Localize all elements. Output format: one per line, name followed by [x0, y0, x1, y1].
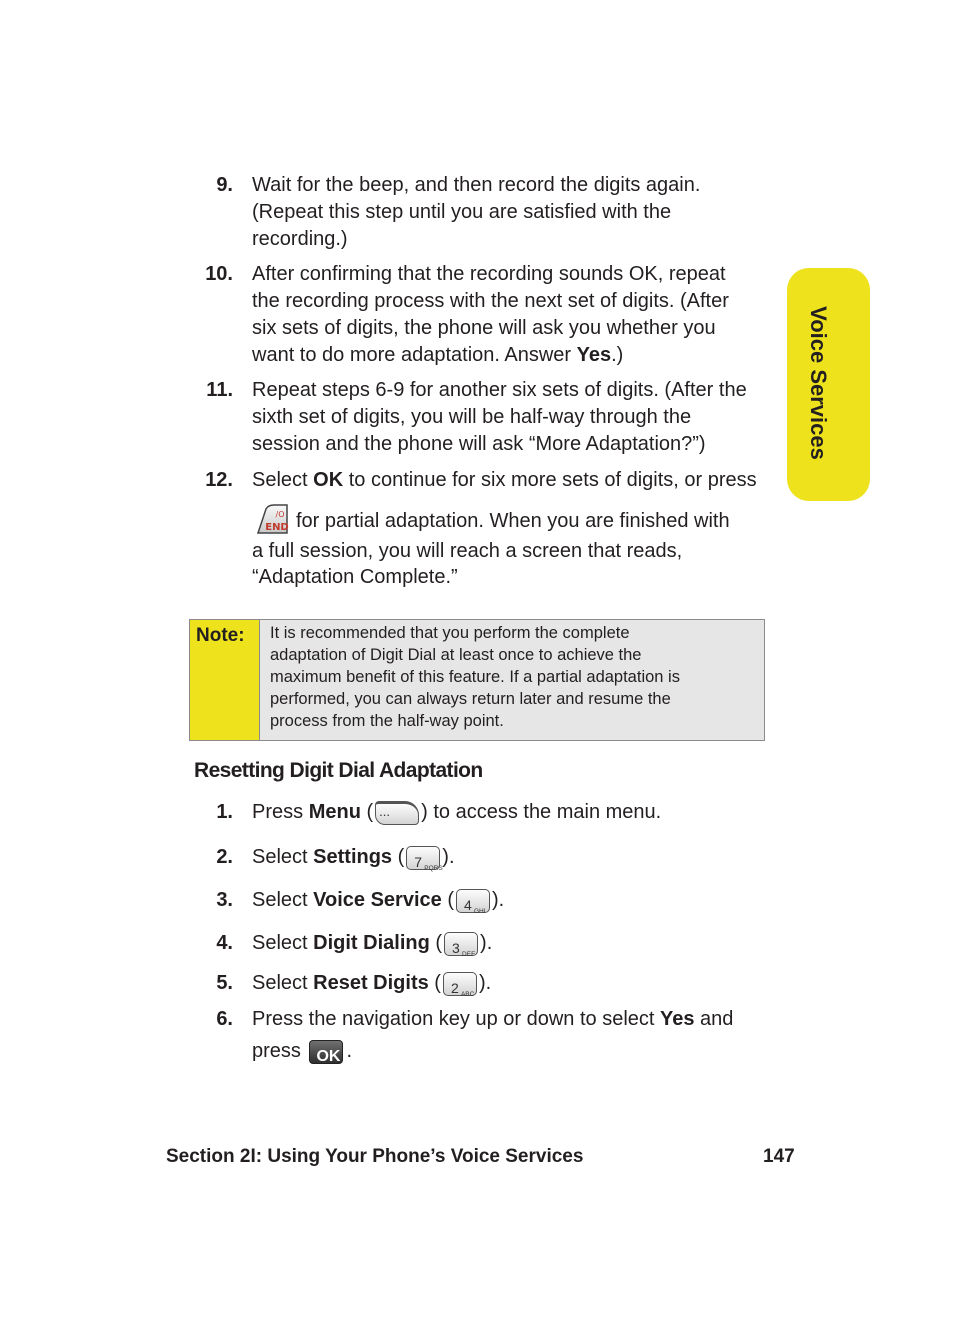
step-number: 11.	[206, 379, 233, 401]
text-segment: .)	[611, 344, 624, 366]
note-text	[270, 622, 750, 732]
text-line: for partial adaptation. When you are finished with	[296, 510, 730, 532]
side-tab-label: Voice Services	[806, 306, 831, 460]
text-segment: .	[346, 1040, 353, 1062]
bold-term: Digit Dialing	[313, 932, 430, 954]
note-line: It is recommended that you perform the complete	[270, 624, 630, 642]
text-segment: (	[441, 889, 454, 911]
key-letters: GHI	[473, 907, 486, 915]
key-digit: 4	[463, 896, 472, 913]
text-segment: ).	[478, 972, 492, 994]
text-line	[252, 467, 780, 494]
text-segment: (	[392, 846, 405, 868]
text-segment: Press the navigation key up or down to select	[252, 1008, 661, 1030]
text-line: recording.)	[252, 228, 348, 250]
step-number: 9.	[216, 174, 233, 196]
text-segment: Select	[252, 469, 314, 491]
end-key-icon	[254, 503, 290, 536]
text-segment: Select	[252, 932, 314, 954]
bold-term: Reset Digits	[313, 972, 429, 994]
text-line: “Adaptation Complete.”	[252, 566, 458, 588]
bold-term: OK	[313, 469, 344, 491]
key-2-icon	[443, 972, 477, 996]
menu-key-dots: ...	[379, 803, 390, 819]
step-text	[252, 930, 780, 957]
text-segment: (	[428, 972, 441, 994]
text-segment: Select	[252, 889, 314, 911]
step-text	[252, 172, 780, 253]
text-line: After confirming that the recording sounds OK, repeat	[252, 263, 726, 285]
step-text	[252, 1006, 780, 1033]
step-6-line-2	[252, 1038, 352, 1065]
text-line: (Repeat this step until you are satisfied with the	[252, 201, 672, 223]
note-label-cell	[190, 620, 260, 740]
text-line: the recording process with the next set of digits. (After	[252, 290, 729, 312]
text-line: Wait for the beep, and then record the digits again.	[252, 174, 701, 196]
step-text	[252, 377, 780, 458]
page-number: 147	[763, 1146, 795, 1167]
bold-term: Settings	[313, 846, 393, 868]
text-segment: Select	[252, 972, 314, 994]
text-line: a full session, you will reach a screen that reads,	[252, 540, 683, 562]
bold-term: Yes	[660, 1008, 695, 1030]
bold-term: Yes	[576, 344, 612, 366]
text-line: sixth set of digits, you will be half-way through the	[252, 406, 692, 428]
key-digit: 7	[414, 853, 423, 870]
step-number: 10.	[205, 263, 233, 285]
text-line: session and the phone will ask “More Adaptation?”)	[252, 433, 706, 455]
step-text	[252, 844, 780, 871]
text-segment: Select	[252, 846, 314, 868]
step-number: 2.	[216, 846, 233, 868]
key-letters: PQRS	[424, 864, 443, 872]
text-segment: want to do more adaptation. Answer	[252, 344, 577, 366]
text-segment: to continue for six more sets of digits, or press	[343, 469, 757, 491]
ok-key-icon	[309, 1040, 343, 1064]
text-line: Repeat steps 6-9 for another six sets of digits. (After the	[252, 379, 747, 401]
note-line: maximum benefit of this feature. If a partial adaptation is	[270, 668, 680, 686]
step-text	[252, 467, 780, 494]
key-letters: ABC	[460, 990, 475, 998]
note-line: adaptation of Digit Dial at least once to achieve the	[270, 646, 642, 664]
text-segment: Press	[252, 801, 309, 823]
text-segment: press	[252, 1040, 307, 1062]
text-segment: (	[429, 932, 443, 954]
step-number: 4.	[216, 932, 233, 954]
text-segment: and	[694, 1008, 734, 1030]
bold-term: Voice Service	[313, 889, 442, 911]
text-segment: ).	[491, 889, 505, 911]
text-segment: ).	[480, 932, 493, 954]
key-letters: DEF	[462, 950, 476, 958]
step-number: 3.	[216, 889, 233, 911]
menu-key-icon	[375, 801, 419, 825]
step-text	[252, 799, 780, 826]
end-key-label: END	[265, 522, 289, 533]
key-digit: 3	[452, 939, 460, 956]
footer-section-title: Section 2I: Using Your Phone’s Voice Services	[166, 1146, 584, 1167]
key-digit: 2	[450, 979, 459, 996]
section-heading: Resetting Digit Dial Adaptation	[194, 759, 483, 782]
note-label: Note:	[196, 625, 245, 646]
step-text	[252, 261, 780, 369]
text-line	[252, 342, 780, 369]
ok-key-label: OK	[316, 1047, 341, 1065]
text-segment: ).	[442, 846, 455, 868]
step-number: 6.	[216, 1008, 233, 1030]
key-4-icon	[456, 889, 490, 913]
note-box	[189, 619, 765, 741]
step-number: 12.	[205, 469, 233, 491]
bold-term: Menu	[308, 801, 361, 823]
step-number: 5.	[216, 972, 233, 994]
text-line: six sets of digits, the phone will ask you whether you	[252, 317, 716, 339]
note-line: process from the half-way point.	[270, 712, 504, 730]
step-text	[252, 970, 780, 997]
step-text	[252, 887, 780, 914]
text-segment: ) to access the main menu.	[421, 801, 662, 823]
key-7-icon	[406, 846, 443, 872]
text-segment: (	[360, 801, 374, 823]
note-line: performed, you can always return later and resume the	[270, 690, 671, 708]
key-3-icon	[444, 932, 478, 956]
step-number: 1.	[216, 801, 233, 823]
svg-text:/O: /O	[275, 510, 285, 519]
